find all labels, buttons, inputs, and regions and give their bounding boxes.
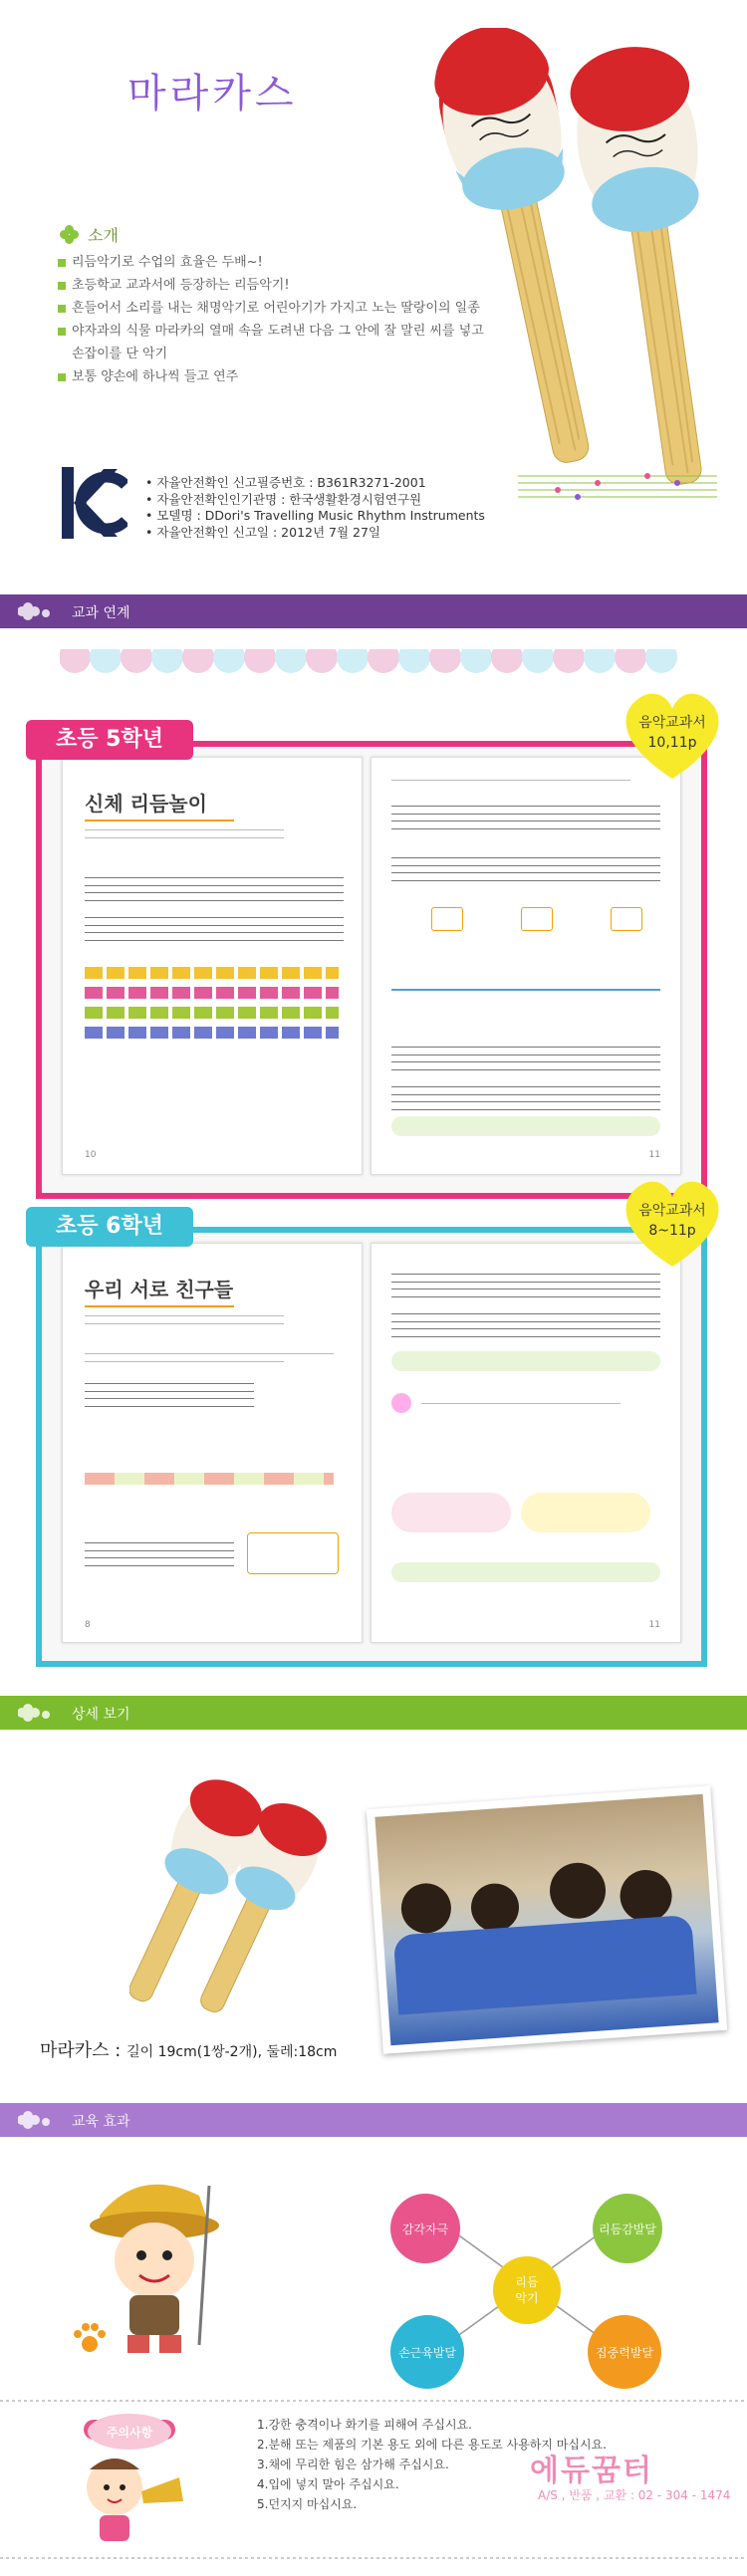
bullet-continuation: 손잡이를 단 악기 [72, 347, 168, 361]
scallop-bump [398, 649, 430, 673]
textbook-panel-grade5 [36, 741, 707, 1199]
scallop-decoration [60, 649, 677, 689]
badge-line: 음악교과서 [638, 1203, 706, 1219]
product-title: 마라카스 [127, 71, 298, 117]
page-number: 11 [648, 1620, 660, 1630]
scallop-bump [60, 649, 91, 673]
bullet-item: 리듬악기로 수업의 효율은 두배~! [58, 251, 576, 274]
scallop-bump [151, 649, 183, 673]
caution-item: 1.강한 충격이나 화기를 피해여 주십시요. [257, 2418, 472, 2432]
intro-heading [60, 223, 119, 246]
scallop-bump [306, 649, 338, 673]
textbook-panel-grade6 [36, 1227, 707, 1667]
scallop-bump [182, 649, 214, 673]
cert-line: • 자율안전확인 신고필증번호 : B361R3271-2001 [145, 475, 544, 492]
scallop-bump [645, 649, 677, 673]
detail-caption [40, 2036, 337, 2062]
grade-tag: 초등 5학년 [26, 720, 193, 760]
dotted-divider [0, 2557, 747, 2559]
effect-node: 리듬감발달 [593, 2194, 662, 2263]
scallop-bump [460, 649, 492, 673]
scallop-bump [368, 649, 399, 673]
kc-certification [60, 463, 538, 543]
heart-badge-text [618, 1201, 727, 1241]
as-contact: A/S , 반품 , 교환 : 02 - 304 - 1474 [538, 2488, 731, 2502]
effect-node: 감각자극 [390, 2194, 460, 2263]
page-number: 10 [85, 1150, 97, 1160]
clover-icon [60, 225, 80, 245]
flower-icon [18, 2108, 58, 2132]
caption-spec: 길이 19cm(1쌍-2개), 둘레:18cm [126, 2044, 338, 2060]
paw-icon [70, 2318, 110, 2358]
page-title: 신체 리듬놀이 [85, 792, 207, 816]
badge-line: 8~11p [648, 1223, 696, 1239]
page-number: 11 [648, 1150, 660, 1160]
intro-bullets [58, 251, 576, 388]
textbook-left-page [62, 757, 363, 1175]
brand-logo: 에듀꿈터 [530, 2454, 653, 2488]
scallop-bump [121, 649, 152, 673]
heart-badge-text [618, 713, 727, 753]
effect-node: 손근육발달 [390, 2315, 464, 2389]
effect-center-node: 리듬 악기 [493, 2256, 561, 2324]
bullet-item: 야자과의 식물 마라카의 열매 속을 도려낸 다음 그 안에 잘 말린 씨를 넣고 [58, 320, 576, 343]
bullet-item: 흔들어서 소리를 내는 채명악기로 어린아기가 가지고 노는 딸랑이의 일종 [58, 297, 576, 320]
scallop-bump [615, 649, 646, 673]
intro-heading-label: 소개 [88, 226, 119, 245]
section-bar-detail [0, 1696, 747, 1730]
cert-line: • 모델명 : DDori's Travelling Music Rhythm Instruments [145, 508, 544, 525]
scallop-bump [584, 649, 616, 673]
effect-node: 집중력발달 [588, 2315, 661, 2389]
cert-line: • 자율안전확인인기관명 : 한국생활환경시험연구원 [145, 492, 544, 509]
scallop-bump [491, 649, 523, 673]
section-bar-curriculum [0, 594, 747, 628]
section-bar-effects [0, 2103, 747, 2137]
scallop-bump [429, 649, 461, 673]
section-title: 교육 효과 [72, 2114, 130, 2130]
scallop-bump [522, 649, 554, 673]
caution-label: 주의사항 [106, 2426, 153, 2440]
dotted-divider [0, 2400, 747, 2402]
scallop-bump [90, 649, 122, 673]
kc-mark-icon [60, 463, 127, 543]
badge-line: 음악교과서 [638, 715, 706, 731]
scallop-bump [244, 649, 276, 673]
certification-info [145, 475, 544, 541]
flower-icon [18, 599, 58, 623]
caution-item: 4.입에 넣지 말아 주십시요. [257, 2477, 399, 2491]
classroom-photo [367, 1785, 727, 2054]
caution-item: 3.채에 무리한 힘은 삼가해 주십시요. [257, 2458, 449, 2471]
caution-item: 5.던지지 마십시요. [257, 2497, 358, 2511]
caution-item: 2.분해 또는 제품의 기본 용도 외에 다른 용도로 사용하지 마십시요. [257, 2438, 607, 2452]
textbook-right-page [371, 757, 681, 1175]
scallop-bump [337, 649, 369, 673]
maracas-detail-image [129, 1772, 329, 2021]
flower-icon [18, 1701, 58, 1725]
section-title: 상세 보기 [72, 1707, 130, 1723]
scallop-bump [553, 649, 585, 673]
bullet-item: 보통 양손에 하나씩 들고 연주 [58, 365, 576, 388]
textbook-right-page [371, 1243, 681, 1643]
scallop-bump [275, 649, 307, 673]
cert-line: • 자율안전확인 신고일 : 2012년 7월 27일 [145, 525, 544, 542]
music-staff-decoration [518, 468, 717, 508]
caption-name: 마라카스 : [40, 2040, 122, 2061]
bullet-item: 초등학교 교과서에 등장하는 리듬악기! [58, 274, 576, 297]
scallop-bump [213, 649, 245, 673]
badge-line: 10,11p [647, 735, 697, 751]
page-number: 8 [85, 1620, 91, 1630]
page-title: 우리 서로 친구들 [85, 1278, 234, 1301]
section-title: 교과 연계 [72, 605, 130, 621]
textbook-left-page [62, 1243, 363, 1643]
grade-tag: 초등 6학년 [26, 1207, 193, 1247]
